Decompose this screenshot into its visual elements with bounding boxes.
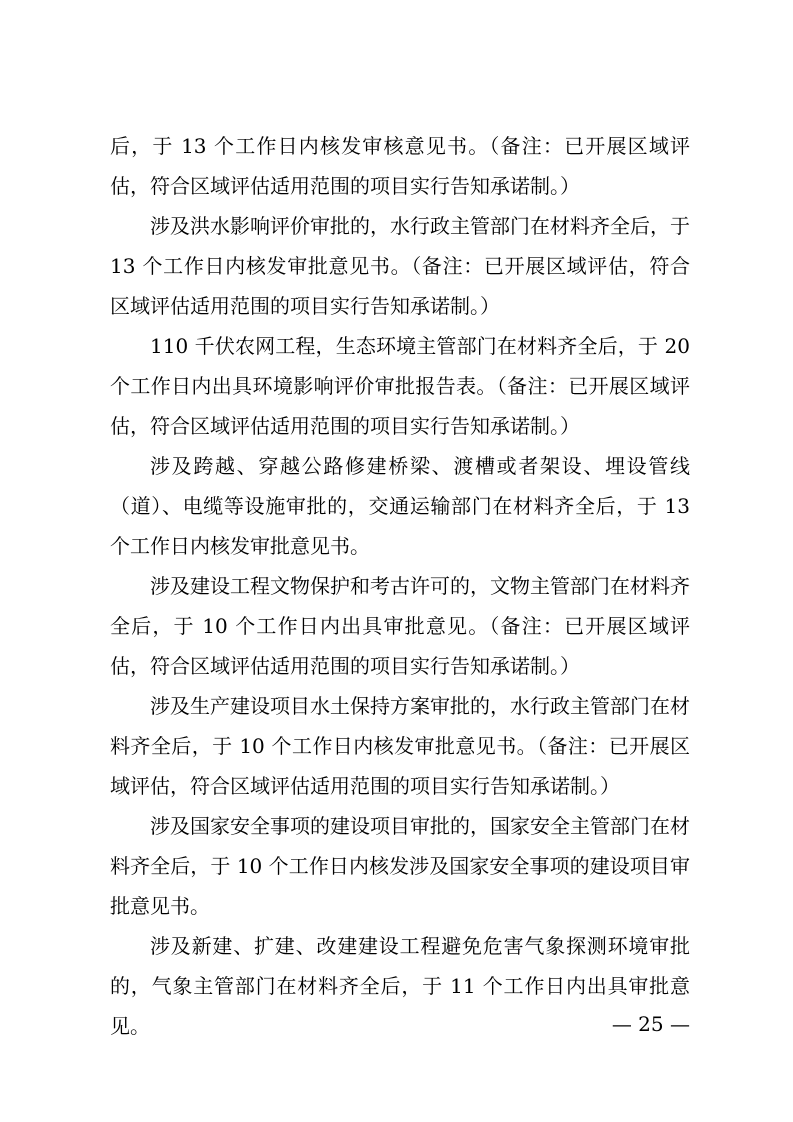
paragraph-8: 涉及新建、扩建、改建建设工程避免危害气象探测环境审批的，气象主管部门在材料齐全后，于 11 个工作日内出具审批意见。 <box>110 934 690 1038</box>
page-number: — 25 — <box>611 1012 690 1036</box>
paragraph-7: 涉及国家安全事项的建设项目审批的，国家安全主管部门在材料齐全后，于 10 个工作日内核发涉及国家安全事项的建设项目审批意见书。 <box>110 814 690 918</box>
paragraph-4: 涉及跨越、穿越公路修建桥梁、渡槽或者架设、埋设管线（道）、电缆等设施审批的，交通运输部门在材料齐全后，于 13 个工作日内核发审批意见书。 <box>110 454 690 558</box>
paragraph-3: 110 千伏农网工程，生态环境主管部门在材料齐全后，于 20 个工作日内出具环境影响评价审批报告表。（备注：已开展区域评估，符合区域评估适用范围的项目实行告知承诺制。） <box>110 334 690 438</box>
document-body <box>110 126 690 1046</box>
paragraph-6: 涉及生产建设项目水土保持方案审批的，水行政主管部门在材料齐全后，于 10 个工作日内核发审批意见书。（备注：已开展区域评估，符合区域评估适用范围的项目实行告知承诺制。） <box>110 694 690 798</box>
paragraph-1: 后，于 13 个工作日内核发审核意见书。（备注：已开展区域评估，符合区域评估适用范围的项目实行告知承诺制。） <box>110 134 690 198</box>
paragraph-2: 涉及洪水影响评价审批的，水行政主管部门在材料齐全后，于 13 个工作日内核发审批意见书。（备注：已开展区域评估，符合区域评估适用范围的项目实行告知承诺制。） <box>110 214 690 318</box>
paragraph-5: 涉及建设工程文物保护和考古许可的，文物主管部门在材料齐全后，于 10 个工作日内出具审批意见。（备注：已开展区域评估，符合区域评估适用范围的项目实行告知承诺制。） <box>110 574 690 678</box>
